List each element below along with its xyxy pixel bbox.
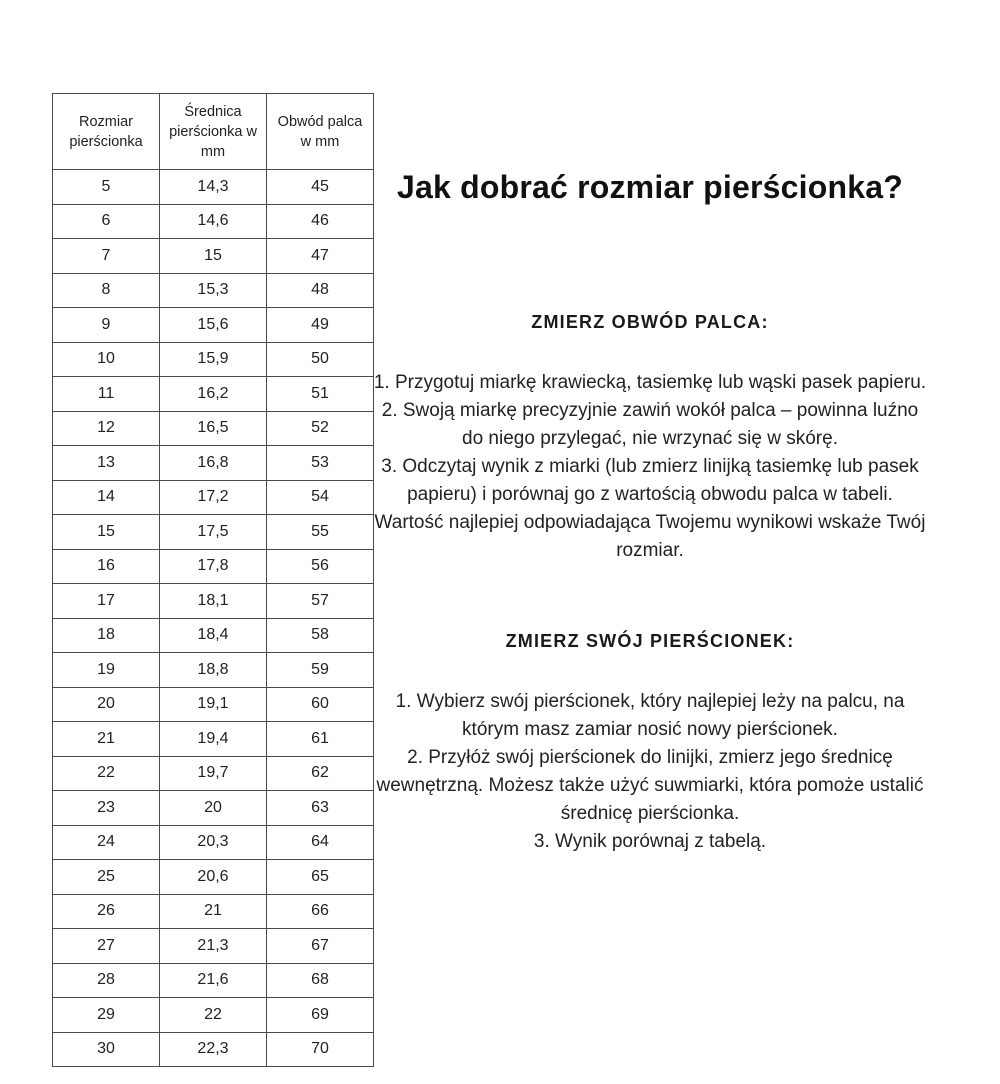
table-cell: 7: [53, 239, 160, 274]
instruction-step: 3. Wynik porównaj z tabelą.: [533, 831, 767, 852]
table-cell: 12: [53, 411, 160, 446]
table-cell: 65: [267, 860, 374, 895]
table-cell: 19: [53, 653, 160, 688]
ring-size-table: [52, 93, 374, 1067]
table-cell: 19,7: [160, 756, 267, 791]
table-cell: 19,1: [160, 687, 267, 722]
instructions: [370, 312, 930, 856]
table-cell: 14,6: [160, 204, 267, 239]
table-row: [53, 342, 374, 377]
table-cell: 28: [53, 963, 160, 998]
table-cell: 19,4: [160, 722, 267, 757]
table-cell: 18,1: [160, 584, 267, 619]
table-cell: 6: [53, 204, 160, 239]
ring-size-table-head: [53, 94, 374, 170]
table-row: [53, 860, 374, 895]
table-cell: 22: [160, 998, 267, 1033]
table-cell: 21,3: [160, 929, 267, 964]
table-header-row: [53, 94, 374, 170]
table-row: [53, 515, 374, 550]
table-cell: 13: [53, 446, 160, 481]
instruction-section: [370, 312, 930, 565]
ring-size-table-body: [53, 170, 374, 1067]
table-row: [53, 722, 374, 757]
table-row: [53, 480, 374, 515]
table-cell: 14: [53, 480, 160, 515]
table-cell: 8: [53, 273, 160, 308]
table-row: [53, 377, 374, 412]
instruction-section: [370, 631, 930, 856]
table-cell: 9: [53, 308, 160, 343]
column-header-ring-diameter: Średnica pierścionka w mm: [160, 94, 267, 170]
table-row: [53, 791, 374, 826]
table-cell: 53: [267, 446, 374, 481]
page-title: Jak dobrać rozmiar pierścionka?: [397, 169, 903, 205]
table-cell: 22: [53, 756, 160, 791]
table-row: [53, 411, 374, 446]
table-cell: 48: [267, 273, 374, 308]
table-cell: 17,8: [160, 549, 267, 584]
table-row: [53, 618, 374, 653]
table-row: [53, 308, 374, 343]
table-cell: 64: [267, 825, 374, 860]
table-row: [53, 446, 374, 481]
column-header-ring-size: Rozmiar pierścionka: [53, 94, 160, 170]
table-cell: 21: [160, 894, 267, 929]
table-cell: 27: [53, 929, 160, 964]
table-row: [53, 929, 374, 964]
table-cell: 15,6: [160, 308, 267, 343]
table-cell: 68: [267, 963, 374, 998]
table-row: [53, 549, 374, 584]
instruction-step: 2. Swoją miarkę precyzyjnie zawiń wokół palca – powinna luźno do niego przylegać, nie wrzynać się w skórę.: [381, 400, 919, 449]
table-row: [53, 273, 374, 308]
table-cell: 55: [267, 515, 374, 550]
table-row: [53, 825, 374, 860]
table-cell: 21: [53, 722, 160, 757]
table-cell: 61: [267, 722, 374, 757]
table-cell: 46: [267, 204, 374, 239]
table-cell: 17,2: [160, 480, 267, 515]
table-cell: 17: [53, 584, 160, 619]
table-cell: 58: [267, 618, 374, 653]
table-cell: 57: [267, 584, 374, 619]
table-cell: 30: [53, 1032, 160, 1067]
table-row: [53, 584, 374, 619]
table-cell: 18: [53, 618, 160, 653]
table-cell: 16,8: [160, 446, 267, 481]
table-cell: 20,6: [160, 860, 267, 895]
instruction-step: 1. Wybierz swój pierścionek, który najlepiej leży na palcu, na którym masz zamiar nosić nowy pierścionek.: [395, 691, 905, 740]
table-row: [53, 653, 374, 688]
table-cell: 54: [267, 480, 374, 515]
table-cell: 10: [53, 342, 160, 377]
column-header-finger-circumference: Obwód palca w mm: [267, 94, 374, 170]
table-cell: 20: [160, 791, 267, 826]
table-cell: 16,2: [160, 377, 267, 412]
table-cell: 49: [267, 308, 374, 343]
table-row: [53, 756, 374, 791]
table-cell: 24: [53, 825, 160, 860]
table-cell: 26: [53, 894, 160, 929]
table-cell: 59: [267, 653, 374, 688]
table-cell: 60: [267, 687, 374, 722]
table-cell: 20: [53, 687, 160, 722]
section-heading: ZMIERZ SWÓJ PIERŚCIONEK:: [505, 631, 795, 651]
table-row: [53, 894, 374, 929]
table-cell: 20,3: [160, 825, 267, 860]
table-row: [53, 204, 374, 239]
table-cell: 45: [267, 170, 374, 205]
table-row: [53, 998, 374, 1033]
table-cell: 15: [53, 515, 160, 550]
table-cell: 23: [53, 791, 160, 826]
table-cell: 70: [267, 1032, 374, 1067]
table-cell: 67: [267, 929, 374, 964]
table-cell: 17,5: [160, 515, 267, 550]
table-cell: 56: [267, 549, 374, 584]
table-row: [53, 963, 374, 998]
instruction-step: 3. Odczytaj wynik z miarki (lub zmierz linijką tasiemkę lub pasek papieru) i porównaj go z wartością obwodu palca w tabeli. Wartość najlepiej odpowiadająca Twojemu wynikowi wskaże Twój rozmiar.: [374, 456, 926, 561]
table-cell: 5: [53, 170, 160, 205]
table-row: [53, 687, 374, 722]
section-steps: [370, 369, 930, 565]
table-row: [53, 1032, 374, 1067]
table-cell: 16: [53, 549, 160, 584]
table-cell: 51: [267, 377, 374, 412]
table-cell: 11: [53, 377, 160, 412]
table-row: [53, 170, 374, 205]
table-cell: 52: [267, 411, 374, 446]
section-steps: [370, 688, 930, 856]
table-cell: 15,9: [160, 342, 267, 377]
table-cell: 62: [267, 756, 374, 791]
table-cell: 63: [267, 791, 374, 826]
table-cell: 47: [267, 239, 374, 274]
table-cell: 69: [267, 998, 374, 1033]
section-heading: ZMIERZ OBWÓD PALCA:: [531, 312, 769, 332]
instructions-column: [370, 168, 930, 856]
table-cell: 14,3: [160, 170, 267, 205]
table-row: [53, 239, 374, 274]
table-cell: 22,3: [160, 1032, 267, 1067]
table-cell: 50: [267, 342, 374, 377]
instruction-step: 1. Przygotuj miarkę krawiecką, tasiemkę lub wąski pasek papieru.: [373, 372, 927, 393]
table-cell: 15: [160, 239, 267, 274]
table-cell: 16,5: [160, 411, 267, 446]
table-cell: 29: [53, 998, 160, 1033]
table-cell: 18,4: [160, 618, 267, 653]
table-cell: 66: [267, 894, 374, 929]
table-cell: 21,6: [160, 963, 267, 998]
instruction-step: 2. Przyłóż swój pierścionek do linijki, zmierz jego średnicę wewnętrzną. Możesz także użyć suwmiarki, która pomoże ustalić średnicę pierścionka.: [376, 747, 924, 824]
table-cell: 15,3: [160, 273, 267, 308]
table-cell: 25: [53, 860, 160, 895]
table-cell: 18,8: [160, 653, 267, 688]
